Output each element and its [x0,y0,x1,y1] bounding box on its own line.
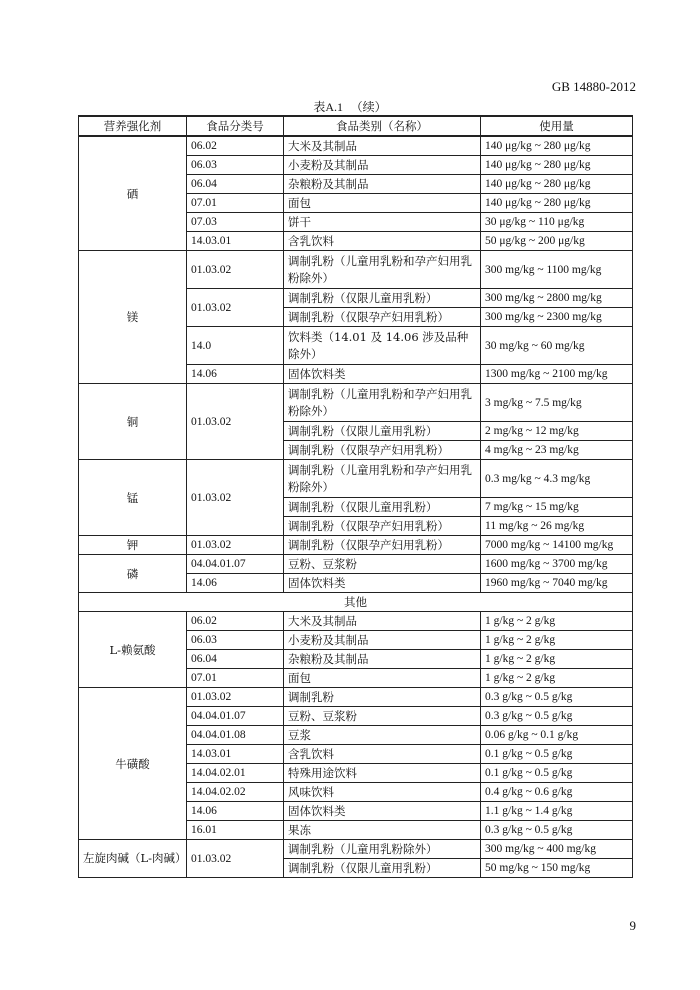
category-code-cell: 16.01 [187,821,284,840]
category-code-cell: 01.03.02 [187,384,284,460]
category-code-cell: 14.06 [187,574,284,593]
food-category-cell [284,669,481,688]
nutrient-cell: 锰 [79,460,187,536]
usage-cell: 30 mg/kg ~ 60 mg/kg [481,327,633,365]
food-category-cell-text: 豆粉、豆浆粉 [288,708,357,723]
usage-cell: 11 mg/kg ~ 26 mg/kg [481,517,633,536]
category-code-cell: 06.03 [187,156,284,175]
food-category-cell-text: 调制乳粉（仅限儿童用乳粉） [288,423,438,438]
food-category-cell-text: 含乳饮料 [288,746,334,761]
category-code-cell: 06.02 [187,136,284,156]
food-category-cell-text: 杂粮粉及其制品 [288,651,369,666]
table-row [79,460,633,498]
usage-cell: 300 mg/kg ~ 400 mg/kg [481,840,633,859]
category-code-cell: 01.03.02 [187,460,284,536]
category-code-cell: 14.04.02.01 [187,764,284,783]
food-category-cell [284,308,481,327]
usage-cell: 1 g/kg ~ 2 g/kg [481,669,633,688]
food-category-cell [284,726,481,745]
caption-prefix: 表 [313,100,326,114]
table-body [79,136,633,878]
usage-cell: 7 mg/kg ~ 15 mg/kg [481,498,633,517]
food-category-cell [284,612,481,631]
usage-cell: 1960 mg/kg ~ 7040 mg/kg [481,574,633,593]
food-category-cell [284,327,481,365]
category-code-cell: 06.04 [187,175,284,194]
column-header-category-code: 食品分类号 [187,116,284,136]
usage-cell: 300 mg/kg ~ 2800 mg/kg [481,289,633,308]
food-category-cell-text: 含乳饮料 [288,233,334,248]
usage-cell: 50 μg/kg ~ 200 μg/kg [481,232,633,251]
category-code-cell: 01.03.02 [187,289,284,327]
food-category-cell-text: 调制乳粉（仅限孕产妇用乳粉） [288,309,449,324]
food-category-cell [284,574,481,593]
food-category-cell-text: 固体饮料类 [288,366,346,381]
food-category-cell-text: 调制乳粉（仅限孕产妇用乳粉） [288,518,449,533]
food-category-cell [284,365,481,384]
food-category-cell-text: 豆粉、豆浆粉 [288,556,357,571]
usage-cell: 2 mg/kg ~ 12 mg/kg [481,422,633,441]
category-code-cell: 14.06 [187,802,284,821]
table-caption [0,98,700,115]
nutrient-cell: 镁 [79,251,187,384]
food-category-cell [284,441,481,460]
category-code-cell: 04.04.01.08 [187,726,284,745]
nutrient-cell: 硒 [79,136,187,251]
table-row [79,840,633,859]
food-category-cell-text: 小麦粉及其制品 [288,632,369,647]
food-category-cell [284,764,481,783]
food-category-cell [284,460,481,498]
food-category-cell [284,384,481,422]
table-header-row [79,116,633,136]
food-category-cell [284,859,481,878]
food-category-cell-text: 调制乳粉（儿童用乳粉和孕产妇用乳粉除外） [288,462,472,494]
nutrient-cell [79,840,187,878]
category-code-cell: 01.03.02 [187,536,284,555]
standard-number: GB 14880-2012 [551,79,636,94]
category-code-cell: 01.03.02 [187,840,284,878]
usage-cell: 1600 mg/kg ~ 3700 mg/kg [481,555,633,574]
food-category-cell [284,840,481,859]
food-category-cell [284,175,481,194]
column-header-nutrient: 营养强化剂 [79,116,187,136]
nutrient-cell: 铜 [79,384,187,460]
food-category-cell-text: 固体饮料类 [288,575,346,590]
food-category-cell-text: 调制乳粉（仅限儿童用乳粉） [288,499,438,514]
category-code-cell: 01.03.02 [187,251,284,289]
food-category-cell-text: 杂粮粉及其制品 [288,176,369,191]
nutrient-cell-text: 左旋肉碱（L-肉碱） [83,851,187,865]
food-category-cell-text: 饼干 [288,214,311,229]
category-code-cell: 04.04.01.07 [187,707,284,726]
food-category-cell [284,136,481,156]
food-category-cell [284,422,481,441]
food-category-cell-text: 固体饮料类 [288,803,346,818]
food-category-cell [284,650,481,669]
food-category-cell [284,517,481,536]
usage-cell: 1 g/kg ~ 2 g/kg [481,631,633,650]
usage-cell: 140 μg/kg ~ 280 μg/kg [481,136,633,156]
nutrient-fortifier-table [78,115,633,878]
category-code-cell: 06.04 [187,650,284,669]
usage-cell: 30 μg/kg ~ 110 μg/kg [481,213,633,232]
food-category-cell-text: 风味饮料 [288,784,334,799]
category-code-cell: 14.03.01 [187,232,284,251]
category-code-cell: 14.04.02.02 [187,783,284,802]
table-row [79,536,633,555]
table-row [79,136,633,156]
table-row [79,251,633,289]
usage-cell: 4 mg/kg ~ 23 mg/kg [481,441,633,460]
category-code-cell: 06.03 [187,631,284,650]
section-title: 其他 [79,593,633,612]
food-category-cell-text: 调制乳粉 [288,689,334,704]
food-category-cell [284,821,481,840]
usage-cell: 1300 mg/kg ~ 2100 mg/kg [481,365,633,384]
table-row [79,555,633,574]
table-row [79,688,633,707]
food-category-cell [284,536,481,555]
food-category-cell-text: 大米及其制品 [288,138,357,153]
category-code-cell: 06.02 [187,612,284,631]
usage-cell: 1.1 g/kg ~ 1.4 g/kg [481,802,633,821]
table-row [79,612,633,631]
usage-cell: 0.3 g/kg ~ 0.5 g/kg [481,821,633,840]
usage-cell: 1 g/kg ~ 2 g/kg [481,650,633,669]
usage-cell: 0.3 g/kg ~ 0.5 g/kg [481,707,633,726]
nutrient-cell: 钾 [79,536,187,555]
food-category-cell [284,688,481,707]
category-code-cell: 07.03 [187,213,284,232]
food-category-cell-text: 小麦粉及其制品 [288,157,369,172]
column-header-usage: 使用量 [481,116,633,136]
usage-cell: 140 μg/kg ~ 280 μg/kg [481,175,633,194]
food-category-cell-text: 大米及其制品 [288,613,357,628]
page-number: 9 [629,918,636,933]
section-row [79,593,633,612]
usage-cell: 0.3 mg/kg ~ 4.3 mg/kg [481,460,633,498]
food-category-cell [284,745,481,764]
usage-cell: 300 mg/kg ~ 1100 mg/kg [481,251,633,289]
usage-cell: 140 μg/kg ~ 280 μg/kg [481,156,633,175]
usage-cell: 0.1 g/kg ~ 0.5 g/kg [481,764,633,783]
food-category-cell-text: 调制乳粉（儿童用乳粉除外） [288,841,438,856]
category-code-cell: 04.04.01.07 [187,555,284,574]
food-category-cell [284,213,481,232]
food-category-cell-text: 调制乳粉（儿童用乳粉和孕产妇用乳粉除外） [288,386,472,418]
food-category-cell [284,194,481,213]
usage-cell: 0.06 g/kg ~ 0.1 g/kg [481,726,633,745]
usage-cell: 3 mg/kg ~ 7.5 mg/kg [481,384,633,422]
category-code-cell: 01.03.02 [187,688,284,707]
food-category-cell [284,631,481,650]
category-code-cell: 14.06 [187,365,284,384]
food-category-cell [284,707,481,726]
food-category-cell-text: 果冻 [288,822,311,837]
food-category-cell [284,555,481,574]
usage-cell: 1 g/kg ~ 2 g/kg [481,612,633,631]
food-category-cell-text: 调制乳粉（仅限孕产妇用乳粉） [288,442,449,457]
nutrient-cell: L-赖氨酸 [79,612,187,688]
usage-cell: 0.4 g/kg ~ 0.6 g/kg [481,783,633,802]
food-category-cell-text: 豆浆 [288,727,311,742]
food-category-cell-text: 面包 [288,670,311,685]
table-row [79,384,633,422]
food-category-cell-text: 面包 [288,195,311,210]
category-code-cell: 07.01 [187,194,284,213]
food-category-cell [284,498,481,517]
caption-suffix: （续） [350,100,387,114]
usage-cell: 7000 mg/kg ~ 14100 mg/kg [481,536,633,555]
food-category-cell [284,251,481,289]
category-code-cell: 07.01 [187,669,284,688]
column-header-food-category: 食品类别（名称） [284,116,481,136]
food-category-cell [284,289,481,308]
food-category-cell-text: 调制乳粉（仅限孕产妇用乳粉） [288,537,449,552]
nutrient-cell: 磷 [79,555,187,593]
food-category-cell [284,783,481,802]
food-category-cell-text: 特殊用途饮料 [288,765,357,780]
caption-number: A.1 [325,100,344,114]
usage-cell: 50 mg/kg ~ 150 mg/kg [481,859,633,878]
usage-cell: 140 μg/kg ~ 280 μg/kg [481,194,633,213]
food-category-cell [284,156,481,175]
usage-cell: 0.3 g/kg ~ 0.5 g/kg [481,688,633,707]
category-code-cell: 14.0 [187,327,284,365]
food-category-cell-text: 调制乳粉（仅限儿童用乳粉） [288,860,438,875]
food-category-cell-text: 饮料类（14.01 及 14.06 涉及品种除外） [288,329,469,361]
usage-cell: 300 mg/kg ~ 2300 mg/kg [481,308,633,327]
food-category-cell-text: 调制乳粉（仅限儿童用乳粉） [288,290,438,305]
usage-cell: 0.1 g/kg ~ 0.5 g/kg [481,745,633,764]
nutrient-cell: 牛磺酸 [79,688,187,840]
food-category-cell [284,802,481,821]
food-category-cell-text: 调制乳粉（儿童用乳粉和孕产妇用乳粉除外） [288,253,472,285]
food-category-cell [284,232,481,251]
category-code-cell: 14.03.01 [187,745,284,764]
